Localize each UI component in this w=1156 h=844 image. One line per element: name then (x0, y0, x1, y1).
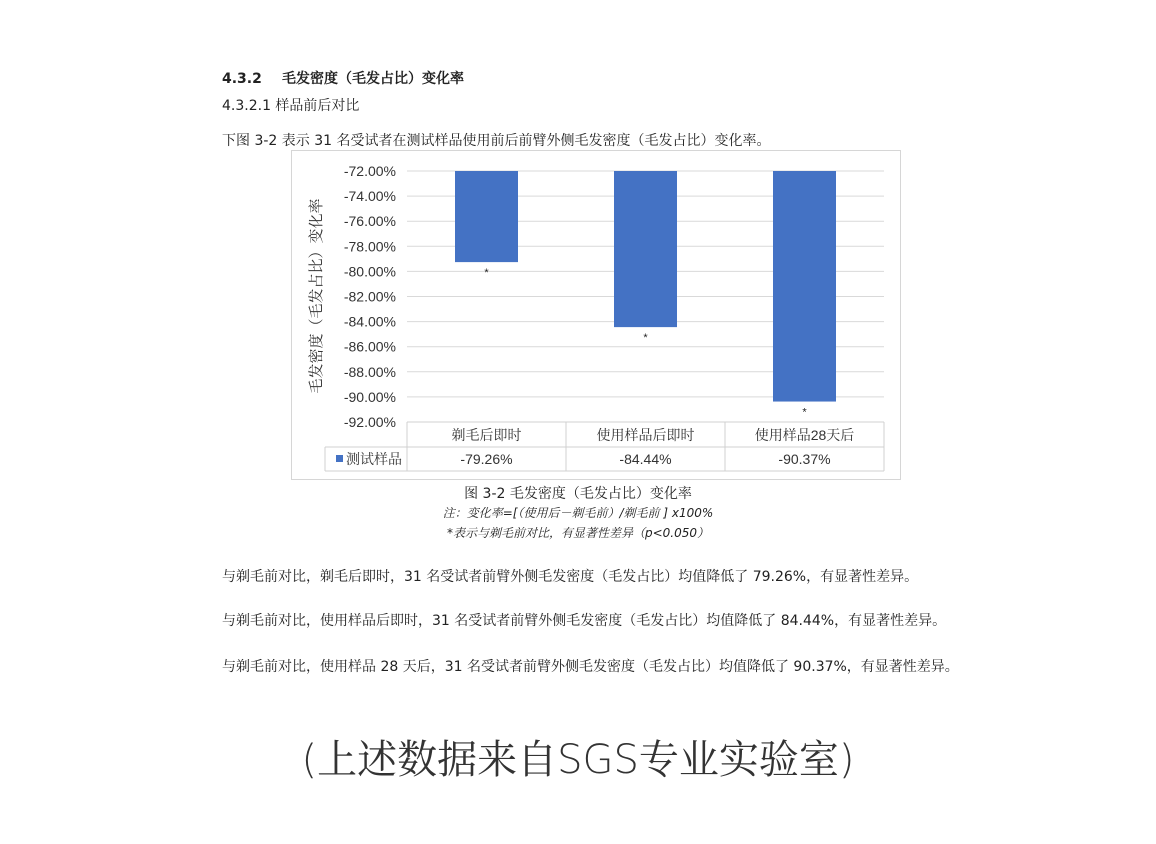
subsection-heading: 4.3.2.1 样品前后对比 (222, 98, 360, 114)
bar (773, 171, 836, 402)
result-paragraph: 与剃毛前对比，使用样品 28 天后，31 名受试者前臂外侧毛发密度（毛发占比）均值降低了 90.37%，有显著性差异。 (222, 659, 959, 675)
y-tick-label: -86.00% (343, 338, 396, 355)
bar (614, 171, 677, 327)
y-tick-label: -76.00% (343, 213, 396, 230)
figure-caption: 图 3-2 毛发密度（毛发占比）变化率 (464, 486, 692, 502)
data-label: -84.44% (619, 451, 672, 467)
y-tick-label: -72.00% (343, 163, 396, 179)
significance-marker: * (484, 267, 489, 280)
source-footer: (上述数据来自SGS专业实验室) (301, 737, 855, 783)
category-label: 使用样品后即时 (596, 427, 695, 443)
y-axis-label: 毛发密度（毛发占比）变化率 (308, 198, 325, 394)
y-tick-label: -74.00% (343, 188, 396, 205)
legend-swatch (336, 455, 343, 462)
section-number: 4.3.2 (222, 71, 262, 87)
y-tick-label: -92.00% (343, 414, 396, 430)
significance-marker: * (802, 406, 807, 419)
y-tick-label: -84.00% (343, 313, 396, 330)
y-tick-label: -88.00% (343, 363, 396, 380)
bar (455, 171, 518, 262)
category-label: 剃毛后即时 (451, 427, 522, 443)
result-paragraph: 与剃毛前对比，剃毛后即时，31 名受试者前臂外侧毛发密度（毛发占比）均值降低了 79.26%，有显著性差异。 (222, 569, 919, 585)
intro-text: 下图 3-2 表示 31 名受试者在测试样品使用前后前臂外侧毛发密度（毛发占比）变化率。 (222, 133, 771, 149)
y-tick-label: -78.00% (343, 238, 396, 255)
y-tick-label: -90.00% (343, 388, 396, 405)
result-paragraph: 与剃毛前对比，使用样品后即时，31 名受试者前臂外侧毛发密度（毛发占比）均值降低了 84.44%，有显著性差异。 (222, 613, 947, 629)
category-label: 使用样品28天后 (754, 427, 855, 443)
section-title: 毛发密度（毛发占比）变化率 (282, 71, 464, 87)
y-tick-label: -80.00% (343, 263, 396, 280)
section-heading (222, 68, 464, 88)
legend-label: 测试样品 (346, 451, 402, 467)
figure-note-formula: 注：变化率=[（使用后－剃毛前）/剃毛前 ] x100% (442, 506, 714, 520)
bar-chart (292, 151, 900, 479)
y-tick-label: -82.00% (343, 288, 396, 305)
data-label: -79.26% (460, 451, 513, 467)
significance-marker: * (643, 332, 648, 345)
figure-note-significance: *表示与剃毛前对比，有显著性差异（p<0.050） (446, 526, 710, 540)
chart-frame (291, 150, 901, 480)
data-label: -90.37% (778, 451, 831, 467)
